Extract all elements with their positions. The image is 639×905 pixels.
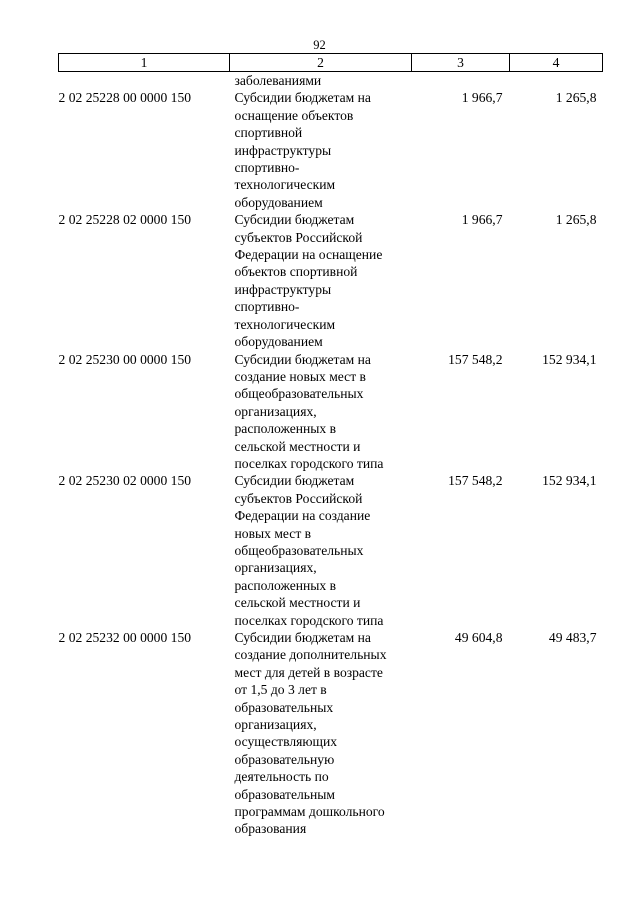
row-col3-value: 1 966,7: [461, 212, 503, 228]
header-col-3: 3: [412, 54, 510, 72]
header-col-4: 4: [510, 54, 603, 72]
row-col4-value: 49 483,7: [548, 630, 597, 645]
row-name: Субсидии бюджетам на создание новых мест в общеобразовательных организациях, расположенных в сельской местности и поселках городского типа: [234, 351, 384, 471]
row-name: заболеваниями: [234, 73, 322, 88]
row-name: Субсидии бюджетам субъектов Российской Федерации на создание новых мест в общеобразовательных организациях, расположенных в сельской местности и поселках городского типа: [234, 473, 384, 628]
row-col3-value: 49 604,8: [454, 630, 503, 645]
row-col3-value: [412, 72, 510, 90]
row-code: 2 02 25232 00 0000 150: [58, 630, 192, 645]
page-number: 92: [313, 38, 326, 52]
row-col4-value: 152 934,1: [542, 351, 597, 367]
row-code: [59, 72, 230, 90]
row-col4-value: 152 934,1: [542, 473, 597, 489]
table-header-row: [59, 54, 603, 72]
table-row: [59, 629, 603, 838]
header-col-1: 1: [59, 54, 230, 72]
budget-table: [58, 53, 603, 838]
header-col-2: 2: [230, 54, 412, 72]
row-col3-value: 1 966,7: [461, 90, 503, 106]
row-name: Субсидии бюджетам на создание дополнительных мест для детей в возрасте от 1,5 до 3 лет в образовательных организациях, осуществляющих образовательную деятельность по образовательным программам дошкольного образования: [234, 630, 387, 837]
row-name: Субсидии бюджетам субъектов Российской Федерации на оснащение объектов спортивной инфраструктуры спортивно- технологическим оборудованием: [234, 212, 383, 350]
row-col3-value: 157 548,2: [448, 351, 503, 367]
row-col4-value: 1 265,8: [555, 212, 597, 228]
table-row: [59, 211, 603, 350]
table-row: [59, 351, 603, 473]
table-row: [59, 472, 603, 629]
row-code: 2 02 25230 02 0000 150: [58, 473, 192, 489]
row-col4-value: [510, 72, 603, 90]
table-row: [59, 89, 603, 211]
row-code: 2 02 25228 00 0000 150: [58, 90, 192, 106]
row-col4-value: 1 265,8: [555, 90, 597, 106]
row-code: 2 02 25228 02 0000 150: [58, 212, 192, 228]
table-row: [59, 72, 603, 90]
row-code: 2 02 25230 00 0000 150: [58, 351, 192, 367]
row-col3-value: 157 548,2: [448, 473, 503, 489]
row-name: Субсидии бюджетам на оснащение объектов спортивной инфраструктуры спортивно- технологическим оборудованием: [234, 90, 371, 210]
